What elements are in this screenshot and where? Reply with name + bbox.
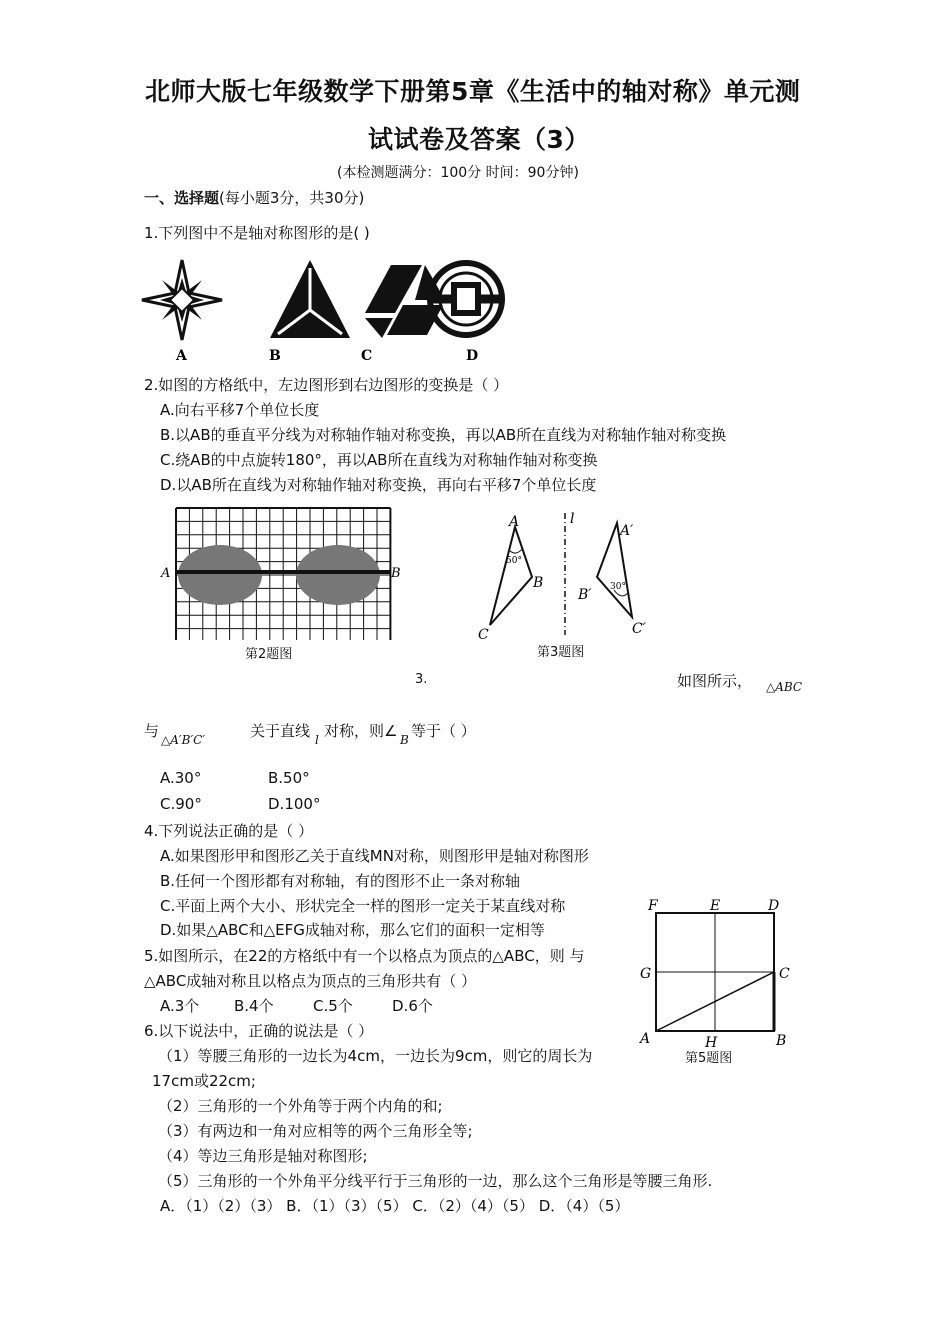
question-2-stem: 2.如图的方格纸中，左边图形到右边图形的变换是（ ） <box>144 376 509 394</box>
question-4-option-b: B.任何一个图形都有对称轴，有的图形不止一条对称轴 <box>160 872 521 890</box>
question-4-option-d: D.如果△ABC和△EFG成轴对称，那么它们的面积一定相等 <box>160 921 545 939</box>
label-c: C <box>478 627 489 643</box>
question-3-angle-b: B <box>400 733 409 747</box>
question-6-item-3: （3）有两边和一角对应相等的两个三角形全等; <box>158 1122 473 1140</box>
question-5-line1: 5.如图所示，在22的方格纸中有一个以格点为顶点的△ABC，则 与 <box>144 947 585 965</box>
question-4-option-c: C.平面上两个大小、形状完全一样的图形一定关于某直线对称 <box>160 897 566 915</box>
question-4-stem: 4.下列说法正确的是（ ） <box>144 822 314 840</box>
point-b-label: B <box>391 566 401 581</box>
question-3-option-a: A.30° <box>160 769 202 787</box>
label-f: F <box>648 898 658 914</box>
label-a: A <box>509 514 520 530</box>
question-1-stem: 1.下列图中不是轴对称图形的是( ) <box>144 224 370 242</box>
question-6-item-4: （4）等边三角形是轴对称图形; <box>158 1147 368 1165</box>
question-5-option-a: A.3个 <box>160 997 200 1015</box>
label-c-prime: C′ <box>632 621 646 637</box>
exam-info: (本检测题满分：100分 时间：90分钟) <box>337 165 579 181</box>
figure-label-b: B <box>269 348 281 364</box>
point-a-label: A <box>161 566 171 581</box>
question-3-number: 3. <box>415 672 428 687</box>
label-b-prime: B′ <box>578 587 592 603</box>
section-heading <box>144 187 364 208</box>
figure-d-coin <box>430 263 502 335</box>
question-3-line2-c: 对称，则∠ <box>324 722 398 740</box>
figure-a-compass-star <box>142 260 222 340</box>
question-5-option-c: C.5个 <box>313 997 353 1015</box>
question-5-option-b: B.4个 <box>234 997 274 1015</box>
document-title-line1: 北师大版七年级数学下册第5章《生活中的轴对称》单元测 <box>145 77 801 106</box>
question-6-item-5: （5）三角形的一个外角平分线平行于三角形的一边，那么这个三角形是等腰三角形. <box>158 1172 713 1190</box>
question-3-intro: 如图所示， <box>677 672 753 690</box>
figure-3-caption: 第3题图 <box>537 645 585 660</box>
question-6-item-2: （2）三角形的一个外角等于两个内角的和; <box>158 1097 443 1115</box>
question-2-option-c: C.绕AB的中点旋转180°，再以AB所在直线为对称轴作轴对称变换 <box>160 451 598 469</box>
question-5-figure <box>636 893 796 1048</box>
label-g: G <box>640 966 652 982</box>
figure-label-d: D <box>466 348 479 364</box>
label-d: D <box>768 898 780 914</box>
label-b: B <box>533 575 544 591</box>
label-a-prime: A′ <box>620 523 634 539</box>
figure-2-caption: 第2题图 <box>245 647 293 662</box>
label-a: A <box>640 1031 651 1047</box>
question-3-figure <box>470 505 670 645</box>
question-3-line-l: l <box>315 733 319 747</box>
question-2-option-d: D.以AB所在直线为对称轴作轴对称变换，再向右平移7个单位长度 <box>160 476 597 494</box>
label-l: l <box>570 511 575 527</box>
question-3-triangle-prime: △A′B′C′ <box>161 733 206 747</box>
label-h: H <box>705 1035 718 1048</box>
figure-label-a: A <box>176 348 187 364</box>
angle-30-label: 30° <box>610 582 626 592</box>
figure-b-triangle <box>270 260 350 338</box>
question-3-line2-b: 关于直线 <box>250 722 311 740</box>
question-3-option-d: D.100° <box>268 795 321 813</box>
question-6-item-1-cont: 17cm或22cm; <box>152 1072 256 1090</box>
angle-50-label: 50° <box>506 556 522 566</box>
question-5-option-d: D.6个 <box>392 997 433 1015</box>
question-6-stem: 6.以下说法中，正确的说法是（ ） <box>144 1022 374 1040</box>
question-6-item-1: （1）等腰三角形的一边长为4cm，一边长为9cm，则它的周长为 <box>158 1047 593 1065</box>
figure-5-caption: 第5题图 <box>685 1051 733 1066</box>
question-3-line2-a: 与 <box>144 722 160 740</box>
question-3-triangle-abc: △ABC <box>766 680 803 694</box>
label-b: B <box>776 1033 787 1048</box>
question-2-figure <box>158 505 408 640</box>
question-3-line2-d: 等于（ ） <box>411 722 476 740</box>
question-2-option-b: B.以AB的垂直平分线为对称轴作轴对称变换，再以AB所在直线为对称轴作轴对称变换 <box>160 426 727 444</box>
triangle-abc <box>490 527 532 625</box>
question-3-option-c: C.90° <box>160 795 202 813</box>
section-title: 一、选择题 <box>144 189 220 207</box>
right-blob-shape <box>296 545 380 605</box>
question-5-line2: △ABC成轴对称且以格点为顶点的三角形共有（ ） <box>144 972 477 990</box>
question-2-option-a: A.向右平移7个单位长度 <box>160 401 320 419</box>
question-3-option-b: B.50° <box>268 769 310 787</box>
left-blob-shape <box>178 545 262 605</box>
label-e: E <box>710 898 721 914</box>
document-title-line2: 试试卷及答案（3） <box>368 125 590 154</box>
label-c: C <box>779 966 790 982</box>
question-1-figures <box>140 255 520 370</box>
figure-label-c: C <box>361 348 373 364</box>
question-4-option-a: A.如果图形甲和图形乙关于直线MN对称，则图形甲是轴对称图形 <box>160 847 589 865</box>
section-note: (每小题3分，共30分) <box>219 189 365 207</box>
question-6-options: A．（1）（2）（3） B．（1）（3）（5） C．（2）（4）（5） D．（4）（5） <box>160 1197 630 1215</box>
